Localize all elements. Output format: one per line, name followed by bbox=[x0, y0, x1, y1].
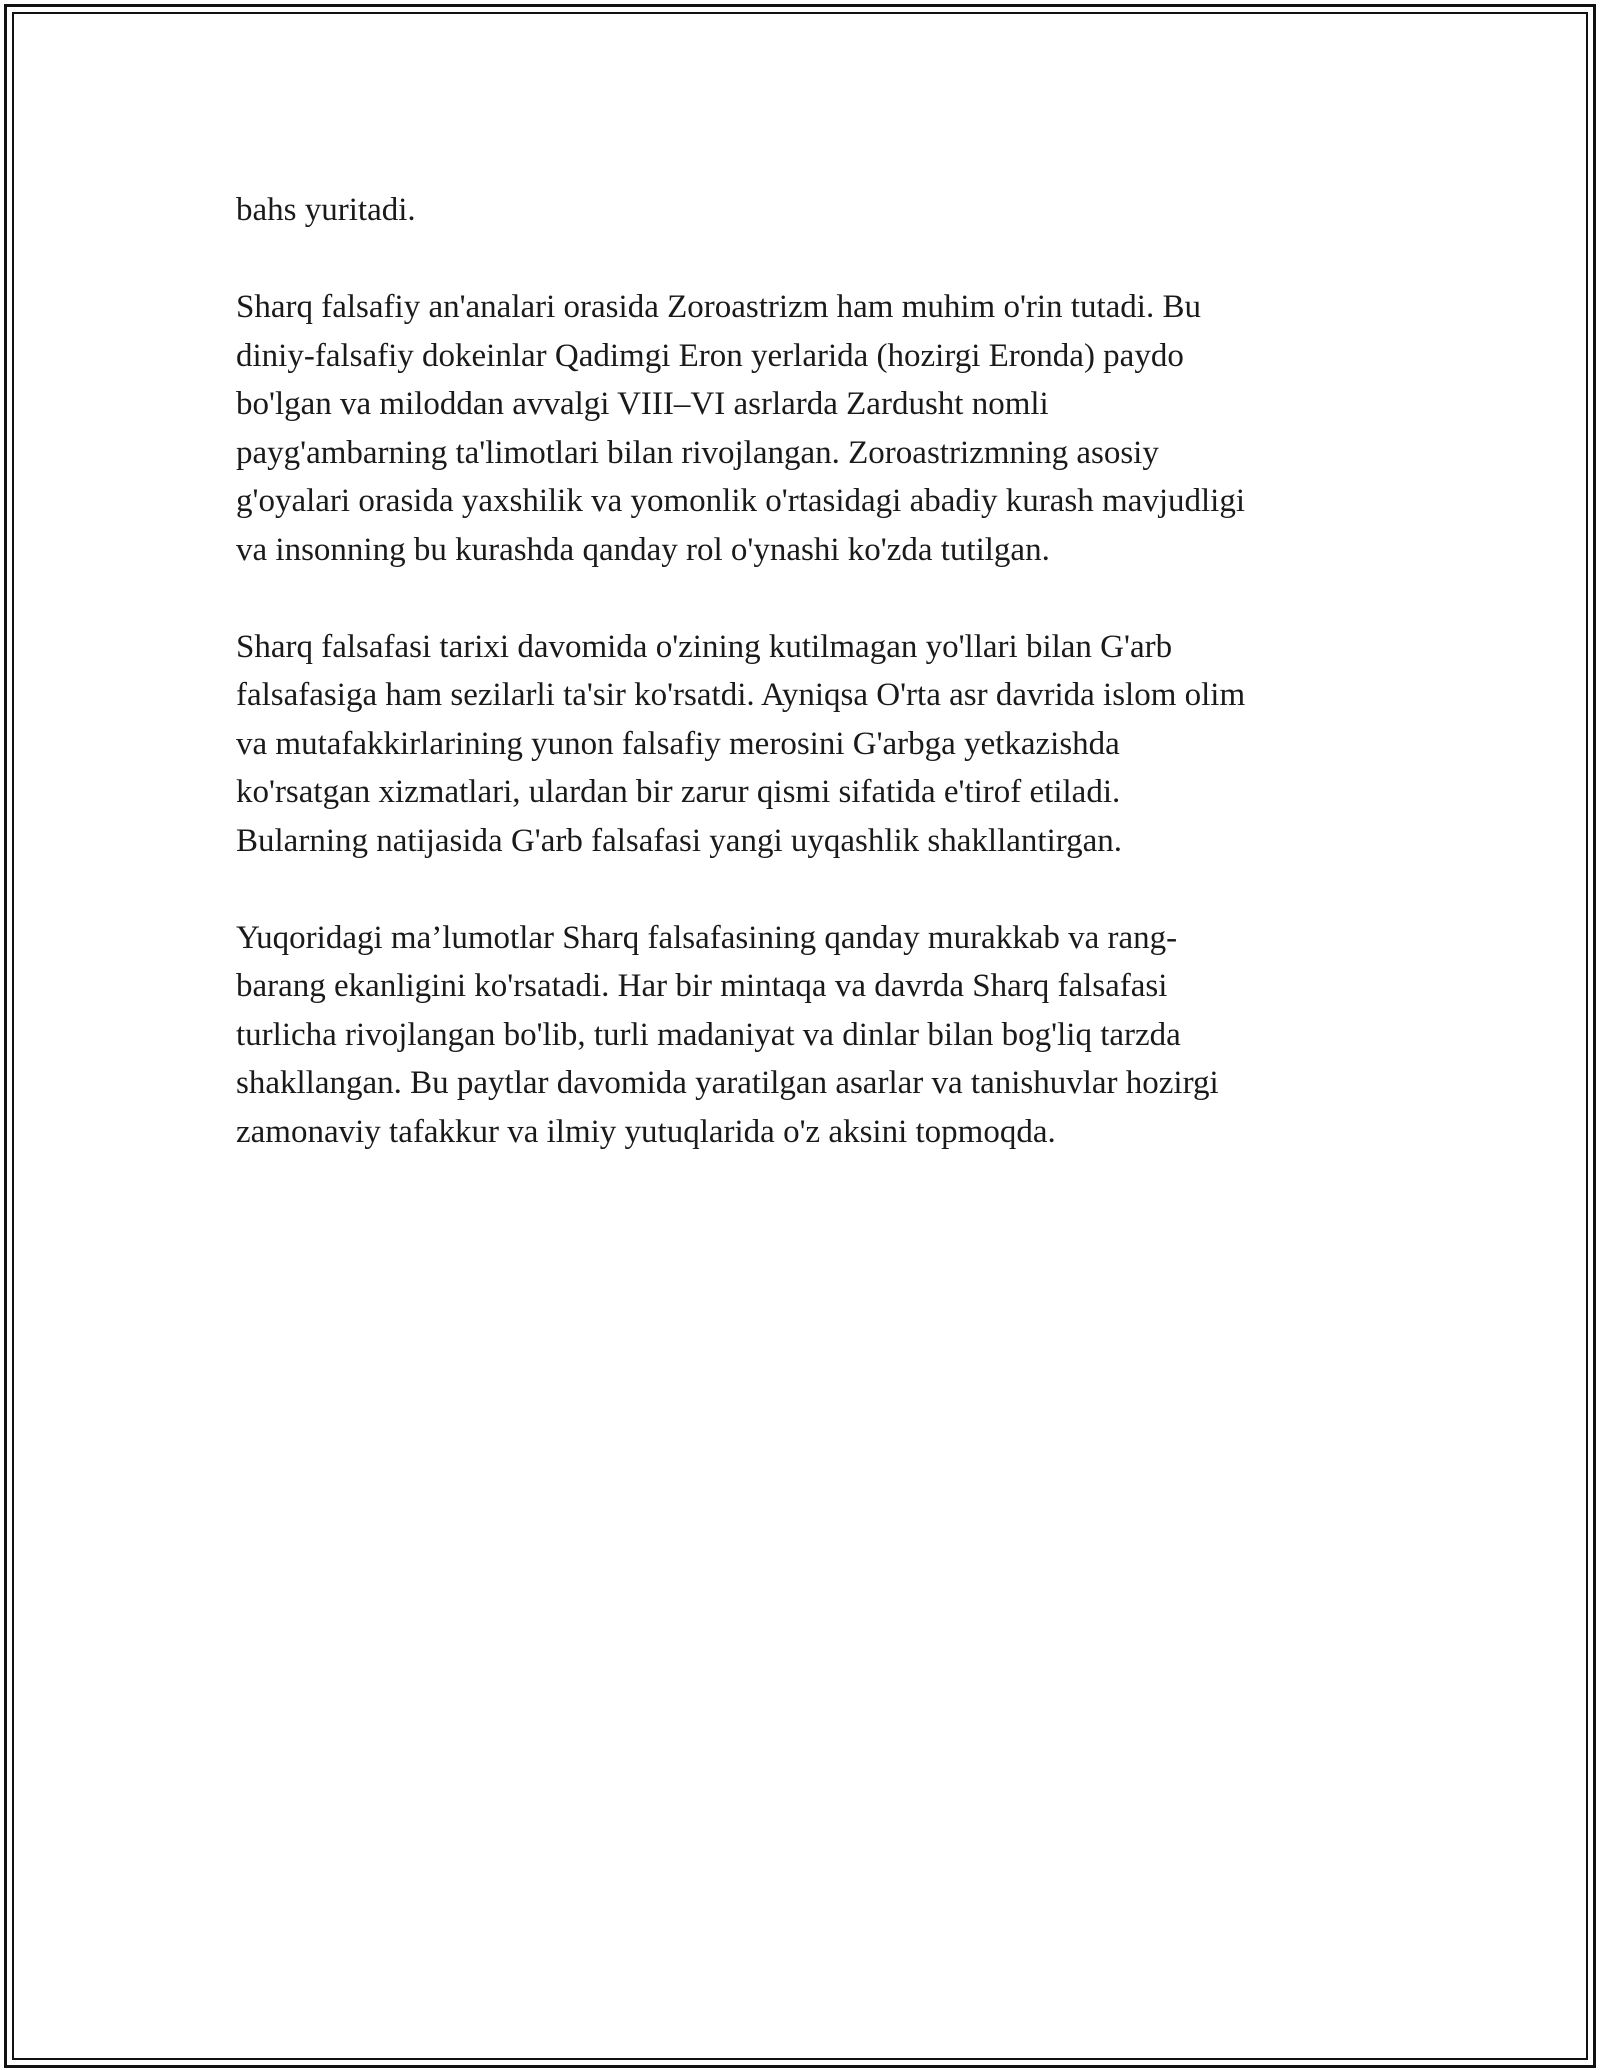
document-body bbox=[236, 186, 1366, 1205]
paragraph-zoroastrianism: Sharq falsafiy an'analari orasida Zoroastrizm ham muhim o'rin tutadi. Bu diniy-falsafiy dokeinlar Qadimgi Eron yerlarida (hozirgi Eronda) paydo bo'lgan va miloddan avvalgi VIII–VI asrlarda Zardusht nomli payg'ambarning ta'limotlari bilan rivojlangan. Zoroastrizmning asosiy g'oyalari orasida yaxshilik va yomonlik o'rtasidagi abadiy kurash mavjudligi va insonning bu kurashda qanday rol o'ynashi ko'zda tutilgan. bbox=[236, 289, 1246, 568]
paragraph-continuation: bahs yuritadi. bbox=[236, 192, 416, 228]
paragraph-conclusion: Yuqoridagi ma’lumotlar Sharq falsafasining qanday murakkab va rang- barang ekanligini ko'rsatadi. Har bir mintaqa va davrda Sharq falsafasi turlicha rivojlangan bo'lib, turli madaniyat va dinlar bilan bog'liq tarzda shakllangan. Bu paytlar davomida yaratilgan asarlar va tanishuvlar hozirgi zamonaviy tafakkur va ilmiy yutuqlarida o'z aksini topmoqda. bbox=[236, 919, 1219, 1150]
paragraph-western-influence: Sharq falsafasi tarixi davomida o'zining kutilmagan yo'llari bilan G'arb falsafasiga ham sezilarli ta'sir ko'rsatdi. Ayniqsa O'rta asr davrida islom olim va mutafakkirlarining yunon falsafiy merosini G'arbga yetkazishda ko'rsatgan xizmatlari, ulardan bir zarur qismi sifatida e'tirof etiladi. Bularning natijasida G'arb falsafasi yangi uyqashlik shakllantirgan. bbox=[236, 628, 1246, 859]
